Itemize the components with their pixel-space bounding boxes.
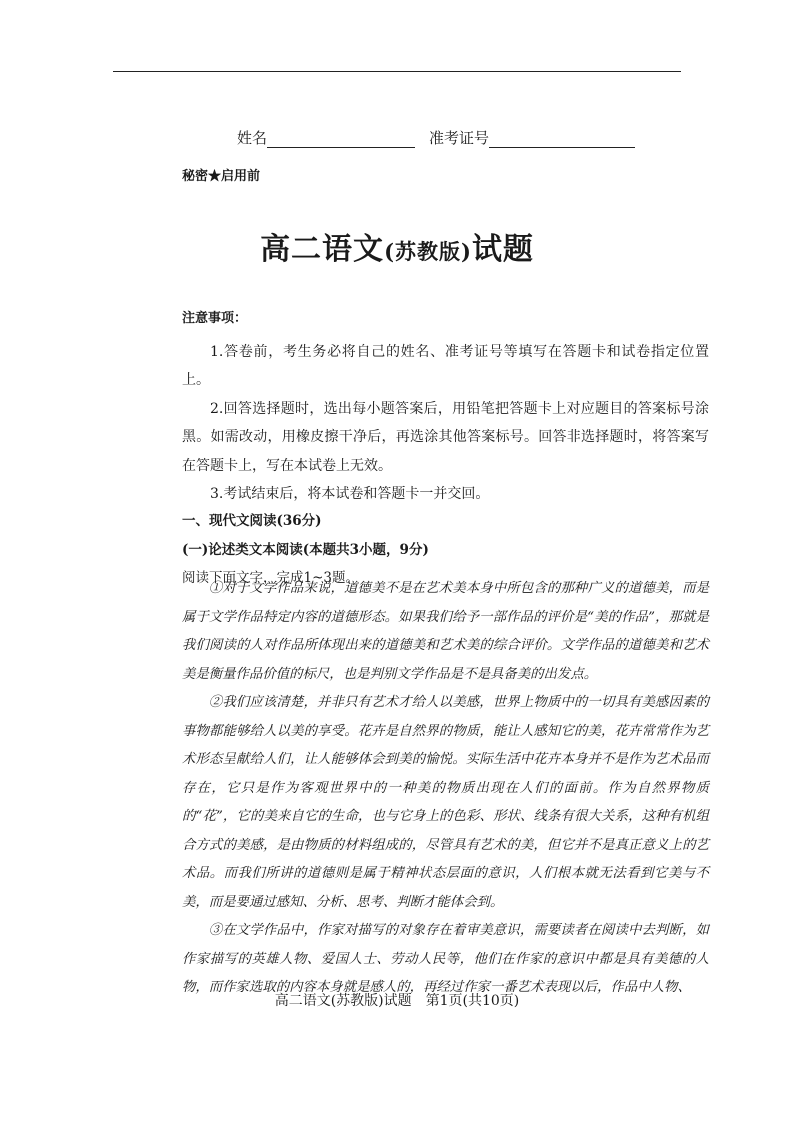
passage-paragraph: ③在文学作品中，作家对描写的对象存在着审美意识，需要读者在阅读中去判断，如作家描写的英雄人物、爱国人士、劳动人民等，他们在作家的意识中都是具有美德的人物，而作家选取的内容本身就是感人的，再经过作家一番艺术表现以后，作品中人物、 xyxy=(182,923,709,995)
notice-heading: 注意事项： xyxy=(182,311,248,326)
subsection-heading: (一)论述类文本阅读(本题共3小题，9分) xyxy=(182,541,429,558)
title-main-suffix: 试题 xyxy=(471,232,534,267)
passage-paragraph: ②我们应该清楚，并非只有艺术才给人以美感，世界上物质中的一切具有美感因素的事物都能够给人以美的享受。花卉是自然界的物质，能让人感知它的美，花卉常常作为艺术形态呈献给人们，让人能够体会到美的愉悦。实际生活中花卉本身并不是作为艺术品而存在，它只是作为客观世界中的一种美的物质出现在人们的面前。作为自然界物质的“花”，它的美来自它的生命，也与它身上的色彩、形状、线条有很大关系，这种有机组合方式的美感，是由物质的材料组成的，尽管具有艺术的美，但它并不是真正意义上的艺术品。而我们所讲的道德则是属于精神状态层面的意识，人们根本就无法看到它美与不美，而是要通过感知、分析、思考、判断才能体会到。 xyxy=(182,695,709,910)
candidate-info-line xyxy=(237,127,635,148)
exam-id-label: 准考证号 xyxy=(429,129,490,147)
title-main-prefix: 高二语文 xyxy=(260,232,385,267)
section-heading: 一、现代文阅读(36分) xyxy=(182,513,322,529)
secret-label: 秘密★启用前 xyxy=(182,169,261,184)
exam-id-blank[interactable] xyxy=(489,131,635,148)
passage-paragraph: ①对于文学作品来说，道德美不是在艺术美本身中所包含的那种广义的道德美，而是属于文学作品特定内容的道德形态。如果我们给予一部作品的评价是“美的作品”，那就是我们阅读的人对作品所体现出来的道德美和艺术美的综合评价。文学作品的道德美和艺术美是衡量作品价值的标尺，也是判别文学作品是不是具备美的出发点。 xyxy=(182,581,709,682)
reading-passage xyxy=(182,575,709,1003)
name-label: 姓名 xyxy=(237,129,268,147)
notice-item: 3.考试结束后，将本试卷和答题卡一并交回。 xyxy=(210,486,490,502)
notice-item: 1.答卷前，考生务必将自己的姓名、准考证号等填写在答题卡和试卷指定位置上。 xyxy=(182,343,709,388)
reading-instruction: 阅读下面文字，完成1~3题。 xyxy=(182,570,359,586)
notice-item: 2.回答选择题时，选出每小题答案后，用铅笔把答题卡上对应题目的答案标号涂黑。如需改动，用橡皮擦干净后，再选涂其他答案标号。回答非选择题时，将答案写在答题卡上，写在本试卷上无效。 xyxy=(182,400,709,474)
name-blank[interactable] xyxy=(267,131,415,148)
top-rule xyxy=(113,71,681,72)
notice-section xyxy=(182,305,709,509)
title-sub: (苏教版) xyxy=(384,239,472,264)
page-title xyxy=(0,224,794,268)
page-footer: 高二语文(苏教版)试题 第1页(共10页) xyxy=(274,993,520,1009)
